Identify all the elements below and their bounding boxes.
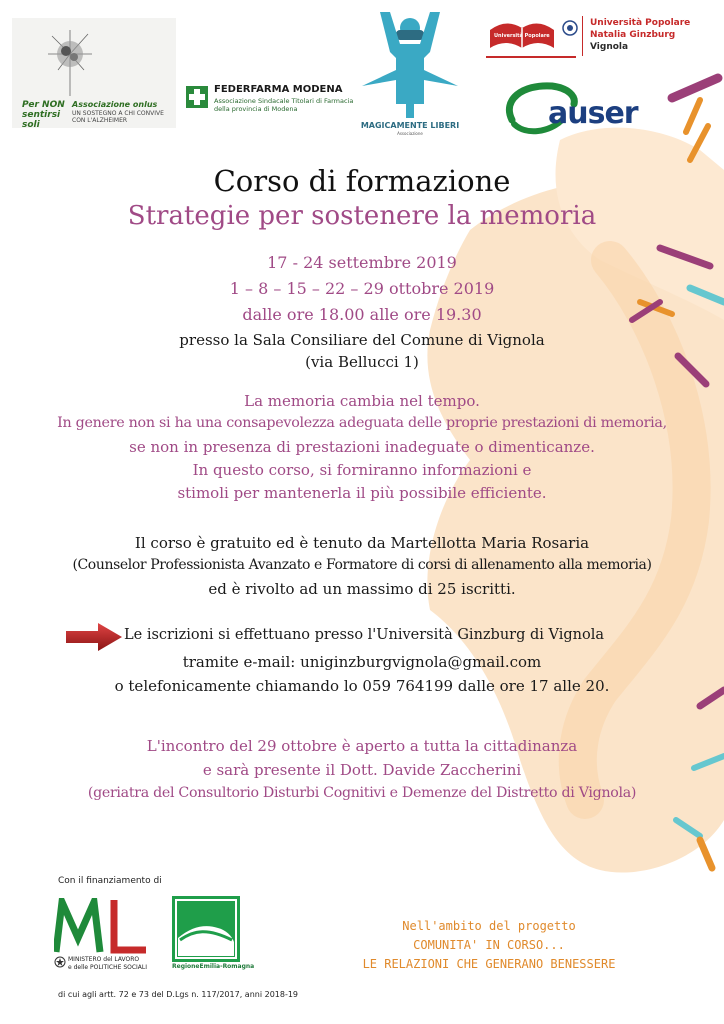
- dandelion-icon: [40, 24, 100, 96]
- magicamente-liberi-logo: [360, 8, 460, 138]
- ml-monogram-icon: [54, 898, 148, 954]
- intro-line-5: stimoli per mantenerla il più possibile efficiente.: [177, 484, 547, 502]
- per-non-sentirsi-soli-logo: [12, 18, 176, 128]
- pharmacy-cross-icon: [186, 86, 208, 108]
- closing-line-2: e sarà presente il Dott. Davide Zaccherini: [202, 761, 522, 779]
- enrollment-line-1: Le iscrizioni si effettuano presso l'Università Ginzburg di Vignola: [124, 627, 605, 643]
- universita-line-1: Università Popolare: [590, 18, 691, 28]
- brand-text: Per NON sentirsi soli: [22, 100, 65, 130]
- intro-line-2: In genere non si ha una consapevolezza adeguata delle proprie prestazioni di memoria,: [57, 415, 667, 431]
- universita-popolare-logo: [486, 16, 691, 70]
- region-name: RegioneEmilia-Romagna: [172, 963, 255, 970]
- course-line-1: Il corso è gratuito ed è tenuto da Martellotta Maria Rosaria: [134, 534, 590, 552]
- universita-line-2: Natalia Ginzburg: [590, 30, 676, 40]
- intro-line-3: se non in presenza di prestazioni inadeguate o dimenticanze.: [129, 438, 595, 456]
- association-name: Associazione onlus: [72, 100, 158, 109]
- tagline-line-1: UN SOSTEGNO A CHI CONVIVE: [72, 110, 164, 117]
- closing-line-3: (geriatra del Consultorio Disturbi Cognitivi e Demenze del Distretto di Vignola): [87, 785, 637, 801]
- closing-line-1: L'incontro del 29 ottobre è aperto a tutta la cittadinanza: [146, 737, 578, 755]
- dates-september: 17 - 24 settembre 2019: [267, 253, 457, 272]
- region-logo: [172, 896, 255, 972]
- page-title: Corso di formazione: [213, 164, 511, 198]
- address: (via Bellucci 1): [305, 353, 419, 371]
- seal-icon: [562, 20, 578, 36]
- ministry-logo: [54, 898, 148, 978]
- project-line-1: Nell'ambito del progetto: [402, 919, 576, 933]
- federfarma-logo: [186, 84, 354, 114]
- auser-logo: [502, 80, 662, 140]
- federfarma-name: FEDERFARMA MODENA: [214, 84, 343, 95]
- dates-october: 1 – 8 – 15 – 22 – 29 ottobre 2019: [229, 279, 495, 298]
- ministry-line-2: e delle POLITICHE SOCIALI: [68, 964, 148, 971]
- federfarma-line-1: Associazione Sindacale Titolari di Farmacia: [214, 97, 354, 105]
- funding-label: Con il finanziamento di: [58, 876, 162, 886]
- red-arrow-icon: [66, 622, 122, 652]
- course-line-2: (Counselor Professionista Avanzato e Formatore di corsi di allenamento alla memoria): [72, 557, 652, 573]
- venue: presso la Sala Consiliare del Comune di Vignola: [179, 331, 545, 349]
- federfarma-line-2: della provincia di Modena: [214, 105, 298, 113]
- hours: dalle ore 18.00 alle ore 19.30: [242, 305, 482, 324]
- tagline-line-2: CON L'ALZHEIMER: [72, 117, 128, 124]
- logo-underline: [486, 56, 576, 58]
- project-line-3: LE RELAZIONI CHE GENERANO BENESSERE: [362, 957, 616, 971]
- superhero-figure-icon: [360, 8, 460, 120]
- universita-line-3: Vignola: [590, 42, 629, 52]
- page-subtitle: Strategie per sostenere la memoria: [127, 201, 597, 231]
- intro-line-1: La memoria cambia nel tempo.: [244, 392, 480, 410]
- region-emblem-icon: [172, 896, 240, 962]
- enrollment-phone: o telefonicamente chiamando lo 059 764199 dalle ore 17 alle 20.: [114, 677, 610, 695]
- course-line-3: ed è rivolto ad un massimo di 25 iscritti.: [208, 580, 516, 598]
- funding-footnote: di cui agli artt. 72 e 73 del D.Lgs n. 117/2017, anni 2018-19: [58, 990, 299, 999]
- ministry-line-1: MINISTERO del LAVORO: [68, 956, 140, 963]
- logo-divider: [582, 16, 583, 56]
- magicamente-sub: Associazione: [397, 131, 423, 136]
- magicamente-name: MAGICAMENTE LIBERI: [360, 121, 460, 130]
- project-line-2: COMUNITA' IN CORSO...: [413, 938, 565, 952]
- book-badge-text: Università Popolare: [494, 33, 550, 39]
- emblem-icon: [54, 956, 66, 968]
- enrollment-email: tramite e-mail: uniginzburgvignola@gmail.com: [182, 653, 542, 671]
- intro-line-4: In questo corso, si forniranno informazioni e: [192, 461, 532, 479]
- auser-name: auser: [548, 96, 638, 131]
